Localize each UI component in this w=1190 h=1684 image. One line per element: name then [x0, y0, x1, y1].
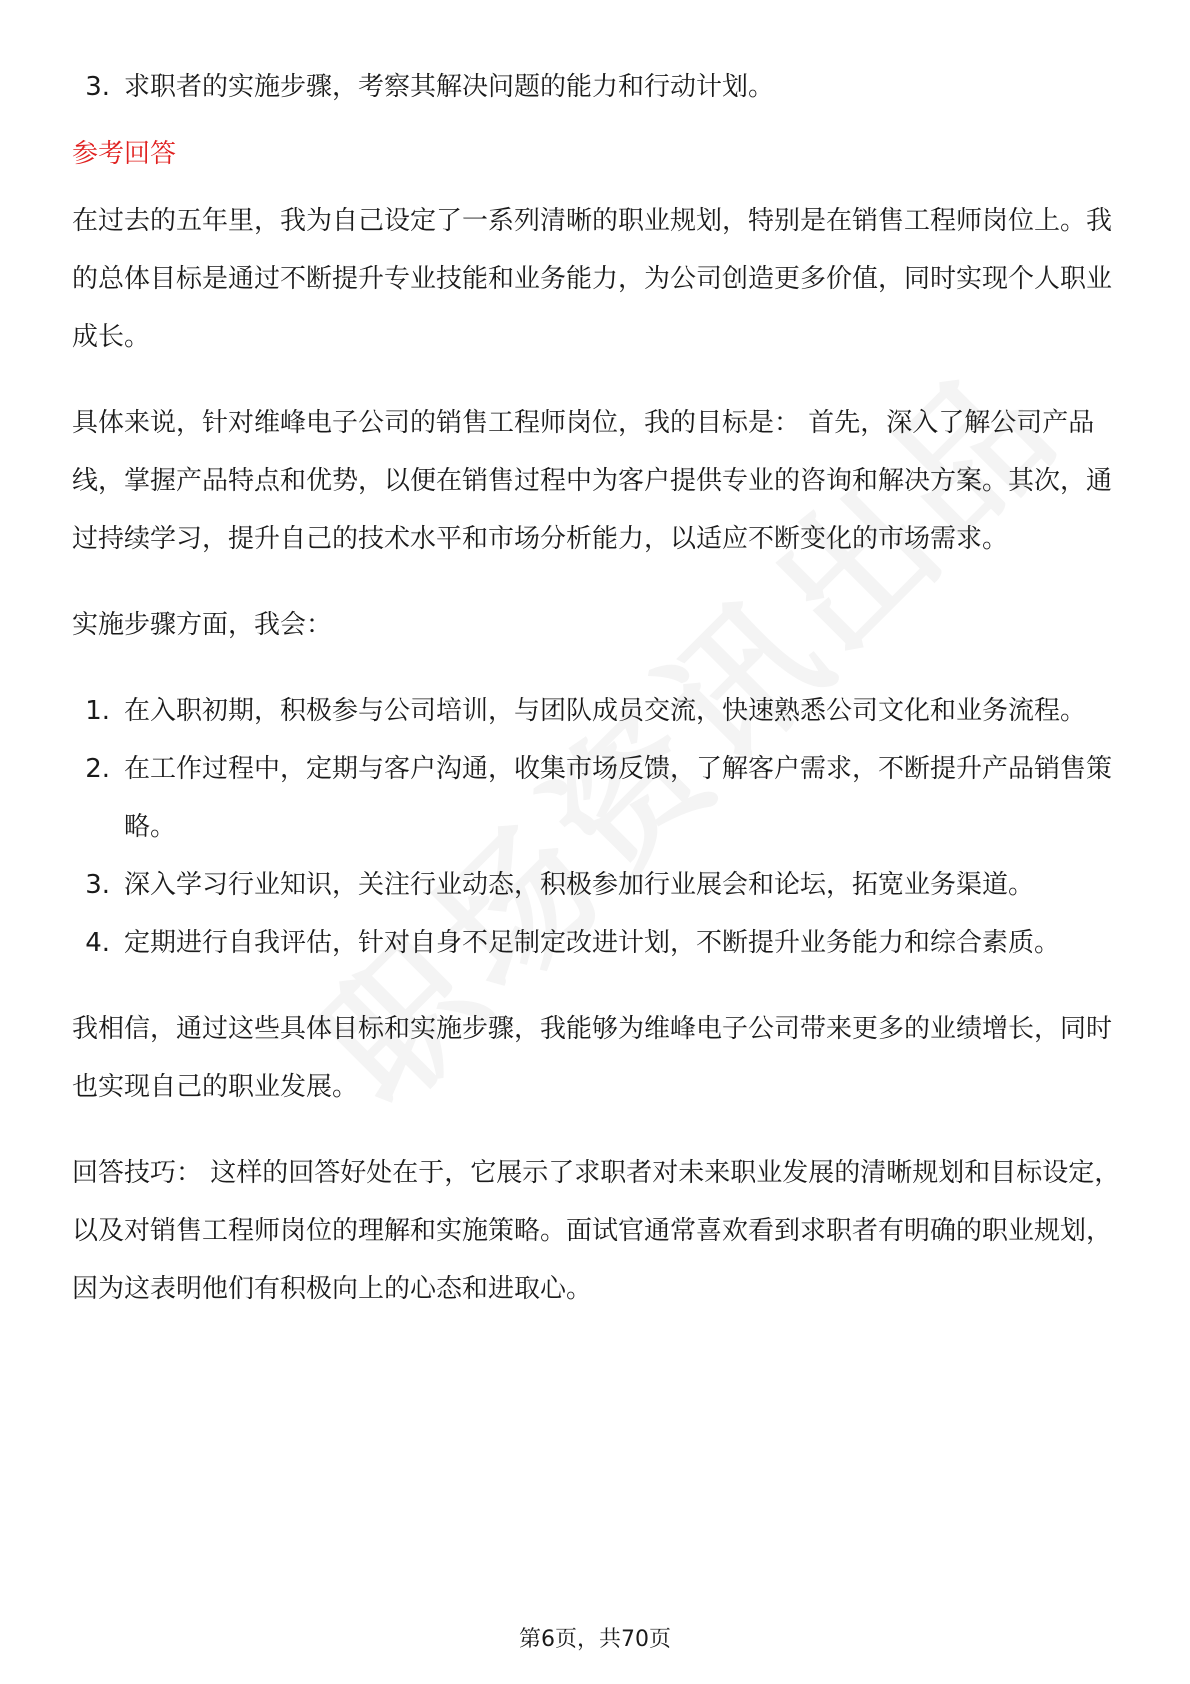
- implementation-steps-list: [72, 682, 1122, 972]
- list-item-text: 定期进行自我评估，针对自身不足制定改进计划，不断提升业务能力和综合素质。: [124, 928, 1061, 958]
- answer-tips-paragraph: 回答技巧： 这样的回答好处在于，它展示了求职者对未来职业发展的清晰规划和目标设定，以及对销售工程师岗位的理解和实施策略。面试官通常喜欢看到求职者有明确的职业规划，因为这表明他们有积极向上的心态和进取心。: [72, 1158, 1121, 1304]
- list-item: [72, 682, 1122, 740]
- list-item-text: 求职者的实施步骤，考察其解决问题的能力和行动计划。: [124, 72, 775, 102]
- question-focus-list: [72, 58, 1122, 116]
- list-item-number: 2.: [85, 754, 110, 784]
- list-item: [72, 914, 1122, 972]
- list-item: [72, 856, 1122, 914]
- list-item-text: 在入职初期，积极参与公司培训，与团队成员交流，快速熟悉公司文化和业务流程。: [124, 696, 1087, 726]
- list-item: [72, 58, 1122, 116]
- list-item-text: 深入学习行业知识，关注行业动态，积极参加行业展会和论坛，拓宽业务渠道。: [124, 870, 1035, 900]
- answer-paragraph-intro: 在过去的五年里，我为自己设定了一系列清晰的职业规划，特别是在销售工程师岗位上。我的总体目标是通过不断提升专业技能和业务能力，为公司创造更多价值，同时实现个人职业成长。: [72, 206, 1113, 352]
- list-item-number: 1.: [85, 696, 110, 726]
- page-number-footer: 第6页，共70页: [519, 1627, 671, 1652]
- list-item-number: 4.: [85, 928, 110, 958]
- answer-paragraph-conclusion: 我相信，通过这些具体目标和实施步骤，我能够为维峰电子公司带来更多的业绩增长，同时也实现自己的职业发展。: [72, 1014, 1113, 1102]
- list-item-number: 3.: [85, 870, 110, 900]
- answer-paragraph-goals: 具体来说，针对维峰电子公司的销售工程师岗位，我的目标是： 首先，深入了解公司产品线，掌握产品特点和优势，以便在销售过程中为客户提供专业的咨询和解决方案。其次，通过持续学习，提升自己的技术水平和市场分析能力，以适应不断变化的市场需求。: [72, 408, 1113, 554]
- list-item-text: 在工作过程中，定期与客户沟通，收集市场反馈，了解客户需求，不断提升产品销售策略。: [124, 754, 1113, 842]
- list-item: [72, 740, 1122, 856]
- reference-answer-heading: 参考回答: [72, 139, 177, 169]
- list-item-number: 3.: [85, 72, 110, 102]
- answer-paragraph-steps-intro: 实施步骤方面，我会：: [72, 610, 333, 640]
- page-content: [72, 58, 1122, 1318]
